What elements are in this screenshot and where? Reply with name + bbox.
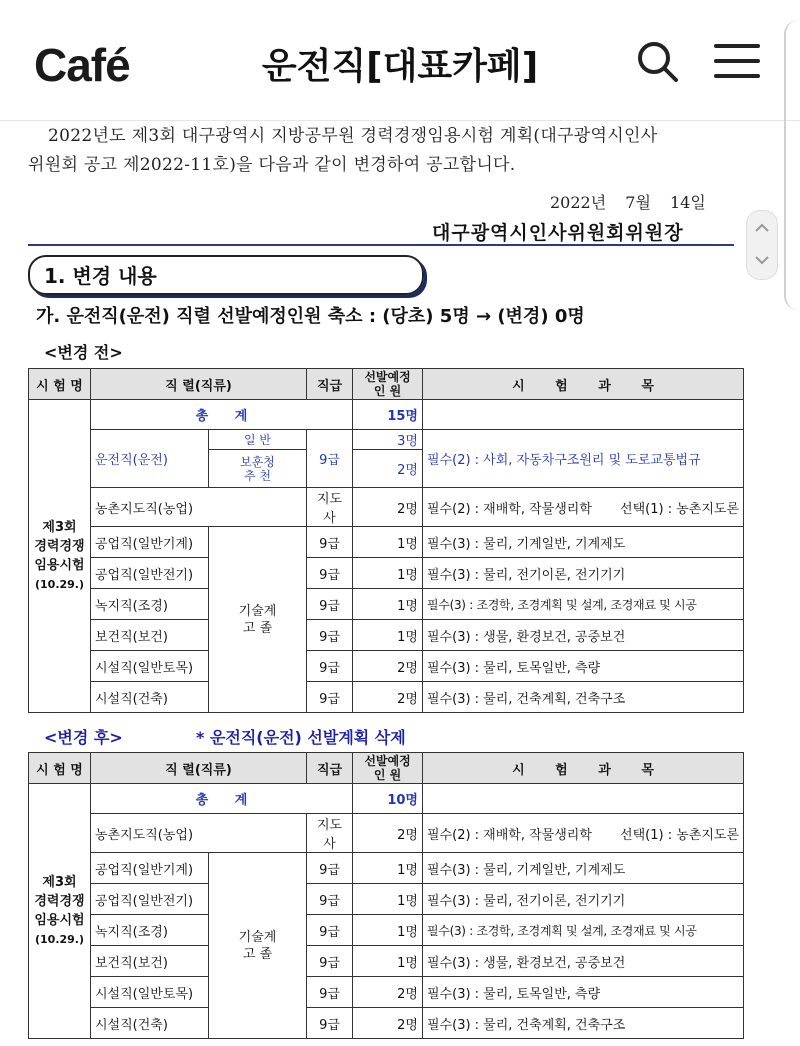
quota-cell: 2명: [353, 651, 423, 682]
subjects-cell: 필수(3) : 물리, 기계일반, 기계제도: [423, 853, 744, 884]
exam-name-cell: [29, 784, 91, 1039]
exam-name-l1: 제3회: [42, 520, 77, 535]
section-heading: [28, 255, 424, 295]
driver-quota-1: 3명: [353, 430, 423, 450]
series-cell: 공업직(일반기계): [91, 527, 209, 558]
subjects-cell: 필수(3) : 물리, 토목일반, 측량: [423, 977, 744, 1008]
series-cell: 시설직(건축): [91, 1008, 209, 1039]
after-note: * 운전직(운전) 선발계획 삭제: [196, 728, 406, 747]
farm-required: 필수(2) : 재배학, 작물생리학: [427, 501, 592, 517]
exam-name-l2: 경력경쟁: [34, 894, 85, 909]
table-row: [29, 884, 744, 915]
driver-subjects: 필수(2) : 사회, 자동차구조원리 및 도로교통법규: [423, 430, 744, 488]
driver-sub-veteran-l1: 보훈청: [240, 454, 275, 469]
grade-cell: 9급: [307, 915, 353, 946]
total-quota: 10명: [353, 784, 423, 814]
series-cell: 공업직(일반전기): [91, 884, 209, 915]
table-row: [29, 853, 744, 884]
driver-series: 운전직(운전): [91, 430, 209, 488]
section-title: 1. 변경 내용: [44, 264, 157, 288]
exam-name-l1: 제3회: [42, 875, 77, 890]
series-cell: 보건직(보건): [91, 620, 209, 651]
table-row: [29, 651, 744, 682]
total-subjects: [423, 784, 744, 814]
driver-sub-veteran: [209, 450, 307, 488]
col-exam: 시 험 명: [29, 369, 91, 400]
series-cell: 공업직(일반기계): [91, 853, 209, 884]
series-cell: 시설직(일반토목): [91, 651, 209, 682]
col-quota-line1: 선발예정: [364, 370, 411, 384]
quota-cell: 1명: [353, 527, 423, 558]
subjects-cell: 필수(3) : 물리, 기계일반, 기계제도: [423, 527, 744, 558]
farm-quota: 2명: [353, 814, 423, 853]
farm-elective: 선택(1) : 농촌지도론: [620, 827, 739, 843]
subjects-cell: 필수(3) : 조경학, 조경계획 및 설계, 조경재료 및 시공: [423, 589, 744, 620]
total-row: [29, 400, 744, 430]
logo-text: Café: [34, 39, 130, 91]
change-item: 가. 운전직(운전) 직렬 선발예정인원 축소 : (당초) 5명 → (변경) 0명: [36, 306, 585, 327]
grade-cell: 9급: [307, 977, 353, 1008]
series-cell: 보건직(보건): [91, 946, 209, 977]
subjects-cell: 필수(3) : 물리, 건축계획, 건축구조: [423, 1008, 744, 1039]
grade-cell: 9급: [307, 527, 353, 558]
tech-l2: 고 졸: [242, 620, 273, 636]
device-edge: [784, 20, 800, 310]
table-row: [29, 977, 744, 1008]
quota-cell: 1명: [353, 946, 423, 977]
grade-cell: 9급: [307, 884, 353, 915]
driver-sub-general: 일 반: [209, 430, 307, 450]
driver-sub-veteran-l2: 추 천: [244, 468, 271, 483]
quota-cell: 2명: [353, 977, 423, 1008]
farm-elective: 선택(1) : 농촌지도론: [620, 501, 739, 517]
chevron-down-icon[interactable]: [754, 255, 770, 265]
chevron-up-icon[interactable]: [754, 223, 770, 233]
grade-cell: 9급: [307, 589, 353, 620]
col-subjects: 시 험 과 목: [423, 753, 744, 784]
scroll-buttons[interactable]: [746, 210, 778, 280]
tech-l1: 기술계: [238, 929, 277, 945]
exam-name-l2: 경력경쟁: [34, 539, 85, 554]
table-row: [29, 620, 744, 651]
after-table: [28, 752, 744, 1039]
col-series: 직 렬(직류): [91, 753, 307, 784]
app-header: [0, 0, 800, 121]
quota-cell: 1명: [353, 558, 423, 589]
quota-cell: 2명: [353, 682, 423, 713]
grade-cell: 9급: [307, 1008, 353, 1039]
farm-grade: 지도사: [307, 488, 353, 527]
notice-line-2: 위원회 공고 제2022-11호)을 다음과 같이 변경하여 공고합니다.: [28, 155, 516, 175]
quota-cell: 1명: [353, 884, 423, 915]
before-table: [28, 368, 744, 713]
farm-subjects: [423, 488, 744, 527]
subjects-cell: 필수(3) : 조경학, 조경계획 및 설계, 조경재료 및 시공: [423, 915, 744, 946]
table-row: [29, 814, 744, 853]
subjects-cell: 필수(3) : 물리, 건축계획, 건축구조: [423, 682, 744, 713]
table-header-row: [29, 753, 744, 784]
col-subjects: 시 험 과 목: [423, 369, 744, 400]
series-cell: 녹지직(조경): [91, 915, 209, 946]
series-cell: 시설직(건축): [91, 682, 209, 713]
table-row: [29, 488, 744, 527]
col-quota: [353, 753, 423, 784]
subjects-cell: 필수(3) : 생물, 환경보건, 공중보건: [423, 946, 744, 977]
tech-cell: [209, 527, 307, 713]
subjects-cell: 필수(3) : 물리, 전기이론, 전기기기: [423, 884, 744, 915]
quota-cell: 1명: [353, 853, 423, 884]
subjects-cell: 필수(3) : 물리, 토목일반, 측량: [423, 651, 744, 682]
subjects-cell: 필수(3) : 생물, 환경보건, 공중보건: [423, 620, 744, 651]
table-row: [29, 915, 744, 946]
farm-subjects: [423, 814, 744, 853]
total-subjects: [423, 400, 744, 430]
quota-cell: 1명: [353, 620, 423, 651]
exam-name-l4: (10.29.): [34, 933, 85, 946]
grade-cell: 9급: [307, 558, 353, 589]
farm-series: 농촌지도직(농업): [91, 814, 307, 853]
grade-cell: 9급: [307, 946, 353, 977]
col-quota-line2: 인 원: [373, 384, 402, 398]
table-row: [29, 527, 744, 558]
search-icon[interactable]: [636, 40, 678, 82]
tech-l2: 고 졸: [242, 946, 273, 962]
farm-grade: 지도사: [307, 814, 353, 853]
quota-cell: 1명: [353, 589, 423, 620]
total-label: 총 계: [91, 400, 353, 430]
farm-quota: 2명: [353, 488, 423, 527]
total-row: [29, 784, 744, 814]
exam-name-l3: 임용시험: [34, 558, 85, 573]
table-row: [29, 946, 744, 977]
col-grade: 직급: [307, 369, 353, 400]
notice-text: [28, 122, 768, 180]
notice-signer: 대구광역시인사위원회위원장: [432, 222, 684, 244]
col-quota-line1: 선발예정: [364, 754, 411, 768]
tech-cell: [209, 853, 307, 1039]
table-row: [29, 1008, 744, 1039]
quota-cell: 2명: [353, 1008, 423, 1039]
table-row: [29, 558, 744, 589]
col-exam: 시 험 명: [29, 753, 91, 784]
grade-cell: 9급: [307, 651, 353, 682]
col-series: 직 렬(직류): [91, 369, 307, 400]
quota-cell: 1명: [353, 915, 423, 946]
grade-cell: 9급: [307, 853, 353, 884]
col-quota: [353, 369, 423, 400]
menu-icon[interactable]: [714, 42, 762, 80]
divider: [28, 244, 734, 246]
tech-l1: 기술계: [238, 603, 277, 619]
after-label: <변경 후>: [44, 728, 123, 747]
notice-line-1: 2022년도 제3회 대구광역시 지방공무원 경력경쟁임용시험 계획(대구광역시인사: [48, 126, 658, 146]
farm-series: 농촌지도직(농업): [91, 488, 307, 527]
col-quota-line2: 인 원: [373, 768, 402, 782]
grade-cell: 9급: [307, 682, 353, 713]
col-grade: 직급: [307, 753, 353, 784]
series-cell: 녹지직(조경): [91, 589, 209, 620]
subjects-cell: 필수(3) : 물리, 전기이론, 전기기기: [423, 558, 744, 589]
series-cell: 시설직(일반토목): [91, 977, 209, 1008]
driver-grade: 9급: [307, 430, 353, 488]
farm-required: 필수(2) : 재배학, 작물생리학: [427, 827, 592, 843]
exam-name-cell: [29, 400, 91, 713]
notice-date: 2022년 7월 14일: [550, 193, 706, 212]
total-quota: 15명: [353, 400, 423, 430]
total-label: 총 계: [91, 784, 353, 814]
before-label: <변경 전>: [44, 343, 123, 362]
series-cell: 공업직(일반전기): [91, 558, 209, 589]
table-header-row: [29, 369, 744, 400]
grade-cell: 9급: [307, 620, 353, 651]
exam-name-l3: 임용시험: [34, 913, 85, 928]
table-row: [29, 589, 744, 620]
table-row: [29, 682, 744, 713]
cafe-title[interactable]: 운전직[대표카페]: [261, 46, 539, 87]
exam-name-l4: (10.29.): [34, 578, 85, 591]
driver-quota-2: 2명: [353, 450, 423, 488]
table-row: [29, 430, 744, 450]
